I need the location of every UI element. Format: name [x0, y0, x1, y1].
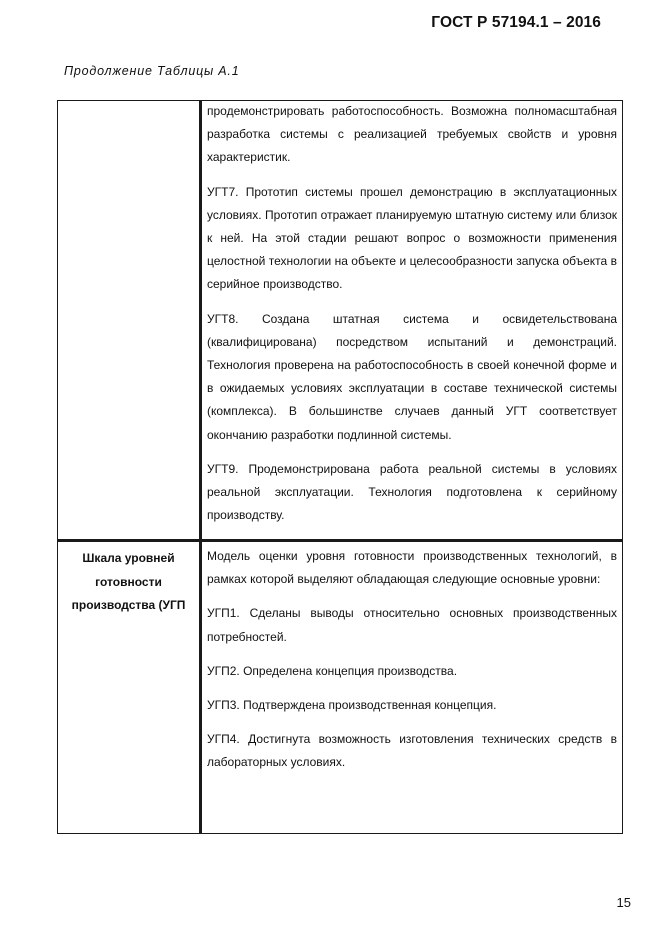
- table-continuation-caption: Продолжение Таблицы А.1: [64, 64, 240, 78]
- definitions-table: [57, 100, 623, 834]
- page-number: 15: [616, 895, 631, 910]
- row1-paragraph: продемонстрировать работоспособность. Возможна полномасштабная разработка системы с реализацией требуемых свойств и уровня характеристик.: [207, 104, 617, 165]
- row1-definition-cell: [207, 100, 617, 538]
- row2-paragraph: УГП1. Сделаны выводы относительно основных производственных потребностей.: [207, 606, 617, 644]
- column-separator: [199, 101, 202, 833]
- row-separator: [58, 539, 622, 542]
- row2-term-cell: Шкала уровней готовности производства (УГП: [71, 551, 186, 612]
- document-code: ГОСТ Р 57194.1 – 2016: [431, 14, 601, 31]
- row1-paragraph: УГТ9. Продемонстрирована работа реальной системы в условиях реальной эксплуатации. Технология подготовлена к серийному производству.: [207, 461, 617, 523]
- row2-definition-cell: [207, 545, 617, 786]
- row2-paragraph: УГП4. Достигнута возможность изготовления технических средств в лабораторных условиях.: [207, 732, 617, 770]
- row2-paragraph: Модель оценки уровня готовности производственных технологий, в рамках которой выделяют обладающая следующие основные уровни:: [207, 549, 617, 587]
- row1-paragraph: УГТ7. Прототип системы прошел демонстрацию в эксплуатационных условиях. Прототип отражает планируемую штатную систему или близок к ней. На этой стадии решают вопрос о возможности применения целостной технологии на объекте и целесообразности запуска объекта в серийное производство.: [207, 184, 617, 292]
- row1-paragraph: УГТ8. Создана штатная система и освидетельствована (квалифицирована) посредством испытаний и демонстраций. Технология проверена на работоспособность в своей конечной форме и в ожидаемых условиях эксплуатации в составе технической системы (комплекса). В большинстве случаев данный УГТ соответствует окончанию разработки подлинной системы.: [207, 311, 617, 442]
- row2-paragraph: УГП2. Определена концепция производства.: [207, 663, 458, 678]
- row2-paragraph: УГП3. Подтверждена производственная концепция.: [207, 698, 497, 713]
